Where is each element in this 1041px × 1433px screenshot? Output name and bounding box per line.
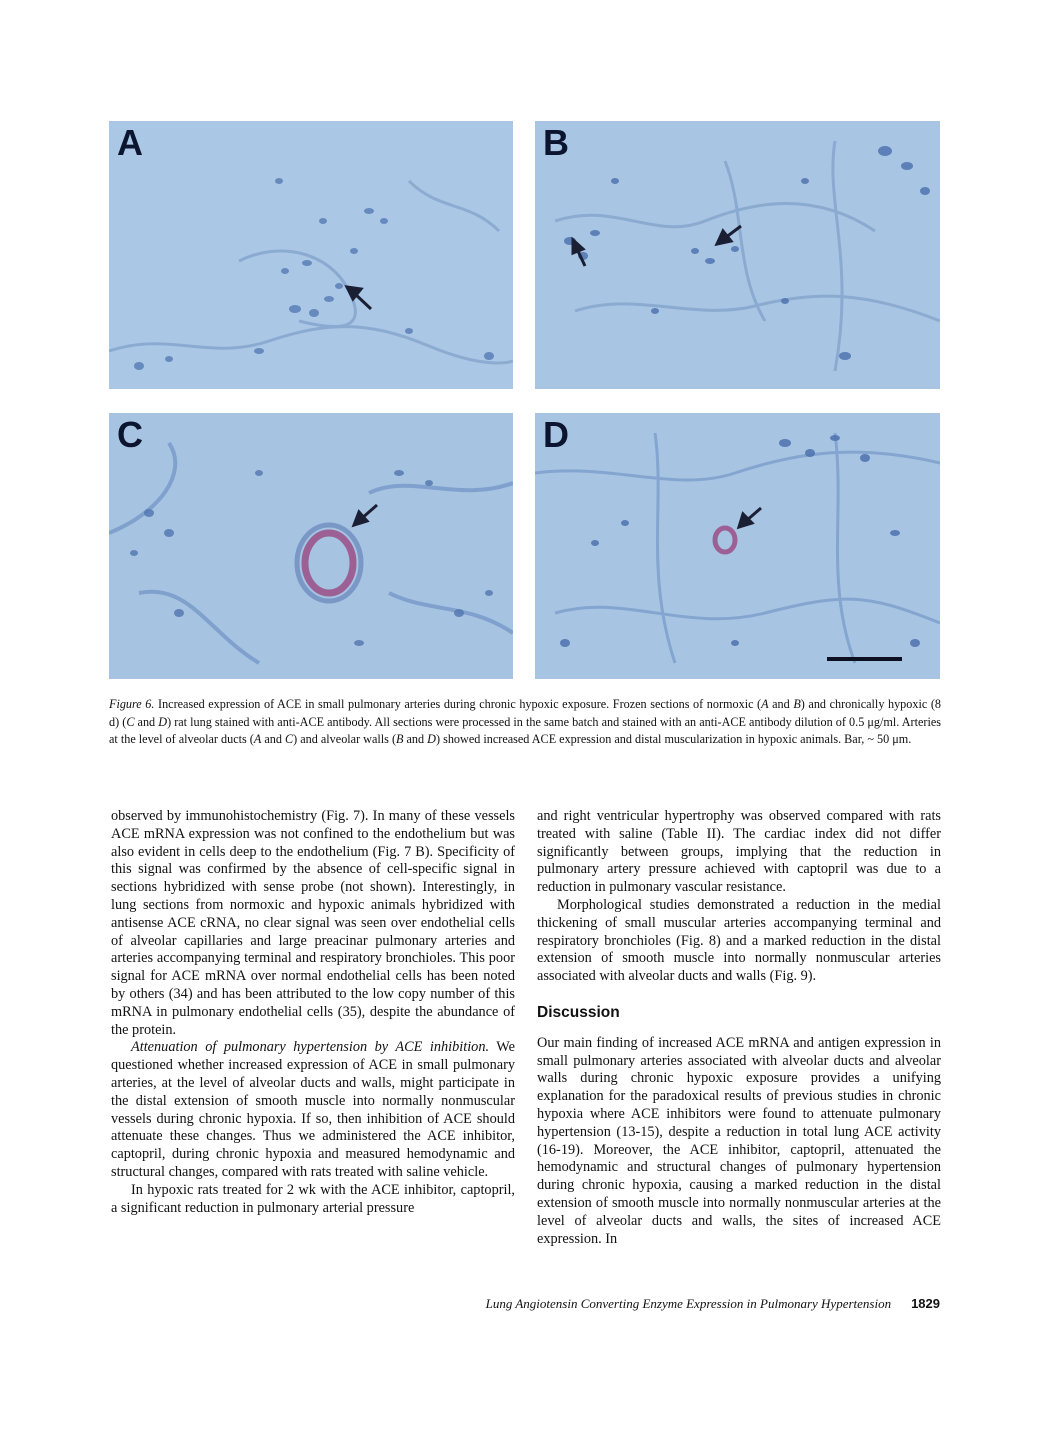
right-column — [537, 808, 941, 1248]
micrograph-panel-a — [109, 121, 513, 389]
caption-ref-c: C — [126, 714, 135, 729]
panel-label-a: A — [117, 122, 143, 163]
right-paragraph-2: Morphological studies demonstrated a reduction in the medial thickening of small muscular arteries accompanying terminal and respiratory bronchioles (Fig. 8) and a marked reduction in the distal extension of smooth muscle into normally nonmuscular arteries associated with alveolar ducts and walls (Fig. 9). — [537, 896, 941, 985]
panel-label-d: D — [543, 414, 569, 455]
left-column — [111, 808, 515, 1217]
caption-text-1: Increased expression of ACE in small pulmonary arteries during chronic hypoxic exposure. Frozen sections of normoxic ( — [154, 697, 762, 711]
caption-ref-b: B — [793, 697, 801, 711]
left-paragraph-2 — [111, 1039, 515, 1181]
left-paragraph-3: In hypoxic rats treated for 2 wk with the ACE inhibitor, captopril, a significant reduction in pulmonary arterial pressure — [111, 1181, 515, 1216]
left-paragraph-2-text: We questioned whether increased expression of ACE in small pulmonary arteries, at the level of alveolar ducts and walls, might participate in the distal extension of smooth muscle into normally nonmuscular vessels during chronic hypoxia. If so, then inhibition of ACE should attenuate these changes. Thus we administered the ACE inhibitor, captopril, during chronic hypoxia and measured hemodynamic and structural changes, compared with rats treated with saline vehicle. — [111, 1039, 515, 1180]
caption-text-3: ) rat lung stained with anti-ACE antibody. All sections were processed in the same batch and stained with an anti-ACE antibody dilution of 0.5 μg/ml. Arteries at the level of alveolar ducts ( — [109, 714, 941, 746]
caption-text-2: ) and chronically hypoxic (8 d) ( — [109, 697, 941, 729]
panel-label-b: B — [543, 122, 569, 163]
caption-ref-a: A — [253, 732, 262, 746]
micrograph-a-image — [109, 121, 513, 389]
micrograph-b-image — [535, 121, 940, 389]
page-number: 1829 — [911, 1296, 940, 1311]
caption-and: and — [768, 697, 794, 711]
caption-and: and — [261, 732, 285, 746]
micrograph-panel-c — [109, 413, 513, 679]
caption-ref-d: D — [158, 714, 168, 729]
running-title: Lung Angiotensin Converting Enzyme Expression in Pulmonary Hypertension — [485, 1296, 892, 1311]
section-heading-discussion: Discussion — [537, 1003, 620, 1021]
micrograph-c-image — [109, 413, 513, 679]
left-paragraph-1: observed by immunohistochemistry (Fig. 7). In many of these vessels ACE mRNA expression was not confined to the endothelium but was also evident in cells deep to the endothelium (Fig. 7 B). Specificity of this signal was confirmed by the absence of cell-specific signal in sections hybridized with sense probe (not shown). Interestingly, in lung sections from normoxic and hypoxic animals hybridized with antisense ACE cRNA, no clear signal was seen over endothelial cells of alveolar capillaries and large preacinar pulmonary arteries and arteries accompanying terminal and respiratory bronchioles. This poor signal for ACE mRNA over normal endothelial cells has been noted by others (34) and has been attributed to the low copy number of this mRNA in pulmonary endothelial cells (35), despite the abundance of the protein. — [111, 808, 515, 1038]
micrograph-panel-b — [535, 121, 940, 389]
caption-ref-d: D — [427, 732, 436, 746]
caption-and: and — [403, 732, 428, 746]
right-paragraph-1: and right ventricular hypertrophy was observed compared with rats treated with saline (Table II). The cardiac index did not differ significantly between groups, implying that the reduction in pulmonary artery pressure achieved with captopril was due to a reduction in pulmonary vascular resistance. — [537, 808, 941, 896]
run-in-heading: Attenuation of pulmonary hypertension by ACE inhibition. — [131, 1039, 490, 1056]
caption-label: Figure 6. — [109, 697, 155, 711]
micrograph-d-image — [535, 413, 940, 679]
caption-and: and — [134, 714, 159, 729]
caption-text-5: ) showed increased ACE expression and distal muscularization in hypoxic animals. Bar, ~ 50 μm. — [435, 732, 912, 746]
caption-ref-c: C — [285, 732, 294, 746]
caption-text-4: ) and alveolar walls ( — [293, 732, 397, 746]
page-footer — [400, 1296, 940, 1312]
caption-ref-a: A — [761, 697, 769, 711]
figure-caption — [109, 696, 941, 749]
panel-label-c: C — [117, 414, 143, 455]
scale-bar — [827, 657, 902, 661]
micrograph-panel-d — [535, 413, 940, 679]
right-paragraph-3: Our main finding of increased ACE mRNA and antigen expression in small pulmonary arteries associated with alveolar ducts and alveolar walls during chronic hypoxic exposure provides a unifying explanation for the paradoxical results of previous studies in chronic hypoxia where ACE inhibitors were found to attenuate pulmonary hypertension (13-15), despite a reduction in total lung ACE activity (16-19). Moreover, the ACE inhibitor, captopril, attenuated the hemodynamic and structural changes of pulmonary hypertension during chronic hypoxia, causing a marked reduction in the distal extension of smooth muscle into normally nonmuscular arteries at the level of alveolar ducts and walls, the sites of increased ACE expression. In — [537, 1034, 941, 1247]
caption-ref-b: B — [396, 732, 404, 746]
